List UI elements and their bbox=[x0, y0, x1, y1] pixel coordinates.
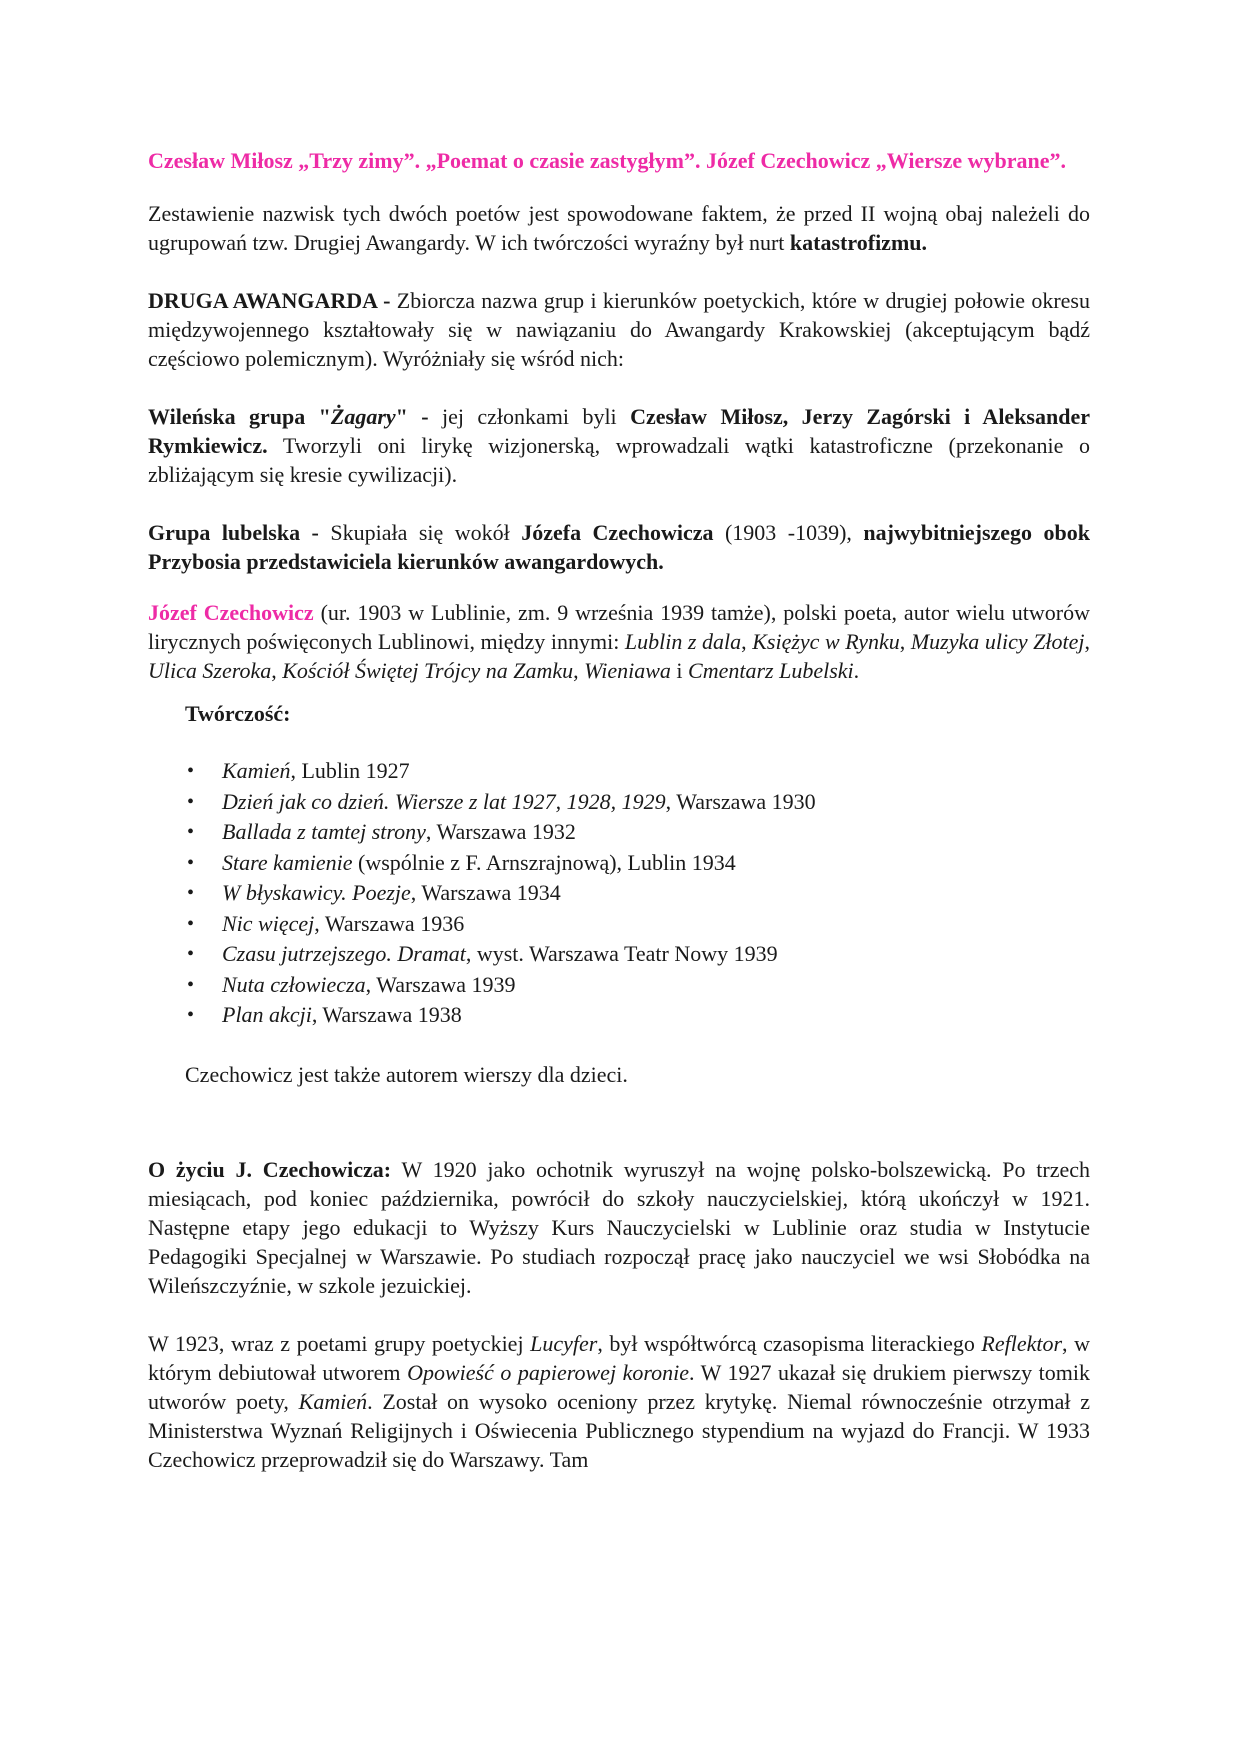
list-item bbox=[187, 939, 1090, 970]
work-details: , Warszawa 1939 bbox=[365, 971, 516, 997]
work-details: , wyst. Warszawa Teatr Nowy 1939 bbox=[465, 941, 778, 966]
intro-text: Zestawienie nazwisk tych dwóch poetów jest spowodowane faktem, że przed II wojną obaj należeli do ugrupowań tzw. Drugiej Awangardy. W ich twórczości wyraźny był nurt bbox=[148, 201, 1090, 255]
bio-sep: , bbox=[741, 629, 753, 654]
list-item bbox=[187, 787, 1090, 818]
work-title: Nic więcej bbox=[222, 910, 315, 936]
list-item bbox=[187, 909, 1090, 940]
reflektor-name: Reflektor bbox=[981, 1330, 1063, 1356]
work-details: , Lublin 1927 bbox=[290, 758, 410, 783]
bio-work-7: Cmentarz Lubelski bbox=[688, 658, 854, 683]
lubelska-text-start: Skupiała się wokół bbox=[318, 520, 522, 545]
lubelska-term: Grupa lubelska - bbox=[148, 520, 319, 545]
w1923-text: , w którym debiutował utworem bbox=[148, 1330, 1090, 1385]
work-details: , Warszawa 1930 bbox=[665, 788, 816, 814]
list-item bbox=[187, 756, 1090, 787]
bio-text: (ur. 1903 w Lublinie, zm. 9 września 1939 tamże), polski poeta, autor wielu utworów lirycznych poświęconych Lublinowi, między innymi: bbox=[148, 600, 1090, 654]
bio-work-2: Księżyc w Rynku bbox=[752, 629, 900, 654]
wilenska-members: Czesław Miłosz, Jerzy Zagórski i Aleksander Rymkiewicz. bbox=[148, 404, 1090, 458]
work-details: , Warszawa 1934 bbox=[410, 880, 561, 905]
druga-awangarda-term: DRUGA AWANGARDA - bbox=[148, 288, 391, 313]
druga-awangarda-paragraph bbox=[148, 286, 1090, 373]
wilenska-term-start: Wileńska grupa " bbox=[148, 404, 331, 429]
work-title: W błyskawicy. Poezje bbox=[222, 880, 411, 905]
bullet-icon: • bbox=[187, 1004, 195, 1026]
bio-work-4: Ulica Szeroka bbox=[148, 658, 272, 683]
list-item bbox=[187, 878, 1090, 909]
section-gap bbox=[148, 1089, 1090, 1155]
children-note: Czechowicz jest także autorem wierszy dla dzieci. bbox=[185, 1061, 628, 1087]
work-title: Nuta człowiecza bbox=[222, 971, 366, 997]
bullet-icon: • bbox=[187, 760, 195, 782]
list-item bbox=[187, 817, 1090, 848]
tworczosc-heading: Twórczość: bbox=[185, 701, 291, 726]
bullet-icon: • bbox=[187, 912, 195, 935]
lubelska-name: Józefa Czechowicza bbox=[521, 520, 714, 545]
wilenska-text-start: jej członkami byli bbox=[428, 404, 631, 429]
list-item bbox=[187, 848, 1090, 879]
opowiesc-title: Opowieść o papierowej koronie bbox=[407, 1359, 689, 1385]
bio-sep: , bbox=[899, 629, 911, 654]
w1923-text: W 1923, wraz z poetami grupy poetyckiej bbox=[148, 1330, 531, 1356]
zycie-paragraph bbox=[148, 1155, 1090, 1300]
wilenska-paragraph bbox=[148, 402, 1090, 489]
work-title: Plan akcji bbox=[222, 1002, 312, 1027]
bio-work-6: Wieniawa bbox=[584, 658, 671, 683]
lubelska-bold-end: najwybitniejszego obok Przybosia przedstawiciela kierunków awangardowych. bbox=[148, 520, 1091, 574]
work-details: , Warszawa 1932 bbox=[425, 819, 576, 844]
lucyfer-name: Lucyfer bbox=[530, 1330, 598, 1356]
zycie-text: W 1920 jako ochotnik wyruszył na wojnę polsko-bolszewicką. Po trzech miesiącach, pod koniec października, powrócił do szkoły nauczycielskiej, którą ukończył w 1921. Następne etapy jego edukacji to Wyższy Kurs Nauczycielski w Lublinie oraz studia w Instytucie Pedagogiki Specjalnej w Warszawie. Po studiach rozpoczął pracę jako nauczyciel we wsi Słobódka na Wileńszczyźnie, w szkole jezuickiej. bbox=[148, 1156, 1091, 1298]
bio-work-5: Kościół Świętej Trójcy na Zamku bbox=[282, 658, 574, 683]
kamien-title: Kamień bbox=[298, 1388, 368, 1414]
list-item bbox=[187, 970, 1090, 1001]
work-title: Ballada z tamtej strony bbox=[222, 819, 426, 844]
zycie-term: O życiu J. Czechowicza: bbox=[148, 1156, 392, 1182]
work-title: Stare kamienie bbox=[222, 849, 353, 875]
intro-bold-term: katastrofizmu. bbox=[789, 230, 928, 255]
wilenska-term-end: " - bbox=[395, 404, 429, 429]
druga-awangarda-text: Zbiorcza nazwa grup i kierunków poetyckich, które w drugiej połowie okresu międzywojennego kształtowały się w nawiązaniu do Awangardy Krakowskiej (akceptującym bądź częściowo polemicznym). Wyróżniały się wśród nich: bbox=[148, 288, 1090, 371]
bullet-icon: • bbox=[187, 973, 195, 996]
bio-work-3: Muzyka ulicy Złotej bbox=[910, 629, 1085, 654]
bio-sep: , bbox=[1084, 629, 1090, 654]
bullet-icon: • bbox=[187, 821, 195, 843]
lubelska-dates: (1903 -1039), bbox=[713, 520, 864, 545]
bullet-icon: • bbox=[187, 851, 195, 874]
bio-sep: , bbox=[573, 658, 585, 683]
work-title: Dzień jak co dzień. Wiersze z lat 1927, 1928, 1929 bbox=[222, 788, 666, 814]
work-title: Kamień bbox=[222, 758, 291, 783]
list-item bbox=[187, 1000, 1090, 1031]
bio-sep: , bbox=[271, 658, 283, 683]
bio-paragraph bbox=[148, 598, 1090, 685]
bullet-icon: • bbox=[187, 882, 195, 904]
w1923-paragraph bbox=[148, 1329, 1090, 1474]
intro-paragraph bbox=[148, 199, 1090, 257]
w1923-text: , był współtwórcą czasopisma literackiego bbox=[597, 1330, 982, 1356]
document-title: Czesław Miłosz „Trzy zimy”. „Poemat o czasie zastygłym”. Józef Czechowicz „Wiersze wybrane”. bbox=[148, 148, 1067, 173]
lubelska-paragraph bbox=[148, 518, 1090, 576]
work-details: , Warszawa 1938 bbox=[311, 1002, 462, 1027]
works-list bbox=[148, 756, 1090, 1031]
bio-name: Józef Czechowicz bbox=[148, 600, 314, 625]
bio-end: . bbox=[853, 658, 860, 683]
w1923-text: . W 1927 ukazał się drukiem pierwszy tomik utworów poety, bbox=[148, 1359, 1090, 1414]
work-details: , Warszawa 1936 bbox=[314, 910, 465, 936]
zagary-name: Żagary bbox=[330, 404, 396, 429]
bullet-icon: • bbox=[187, 790, 195, 813]
wilenska-text-end: Tworzyli oni lirykę wizjonerską, wprowadzali wątki katastroficzne (przekonanie o zbliżającym się kresie cywilizacji). bbox=[148, 433, 1090, 487]
bullet-icon: • bbox=[187, 943, 195, 965]
work-title: Czasu jutrzejszego. Dramat bbox=[222, 941, 466, 966]
bio-sep: i bbox=[670, 658, 689, 683]
w1923-text: . Został on wysoko oceniony przez krytykę. Niemal równocześnie otrzymał z Ministerstwa Wyznań Religijnych i Oświecenia Publicznego stypendium na wyjazd do Francji. W 1933 Czechowicz przeprowadził się do Warszawy. Tam bbox=[148, 1388, 1090, 1472]
work-details: (wspólnie z F. Arnszrajnową), Lublin 1934 bbox=[352, 849, 736, 875]
bio-work-1: Lublin z dala bbox=[624, 629, 742, 654]
